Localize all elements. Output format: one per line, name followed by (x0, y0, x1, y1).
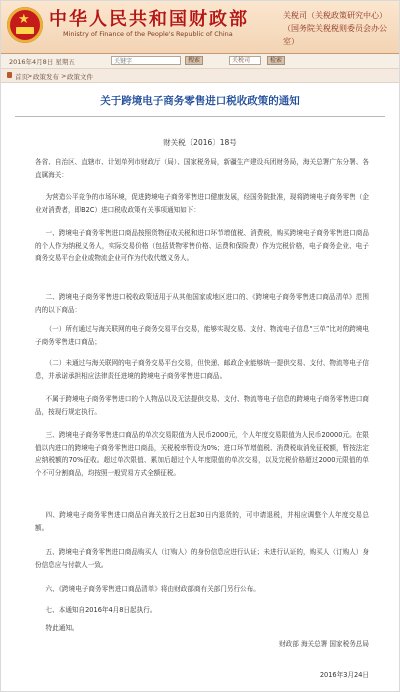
paragraph-2-note: 不属于跨境电子商务零售进口的个人物品以及无法提供交易、支付、物流等电子信息的跨境电子商务零售进口商品，按现行规定执行。 (35, 395, 369, 416)
paragraph-2-1: （一）所有通过与海关联网的电子商务交易平台交易，能够实现交易、支付、物流电子信息“三单”比对的跨境电子商务零售进口商品； (35, 325, 369, 346)
paragraph-7: 七、本通知自2016年4月8日起执行。 (45, 606, 157, 614)
site-subtitle: Ministry of Finance of the People's Republic of China (63, 30, 233, 38)
national-emblem-icon[interactable] (7, 7, 43, 43)
breadcrumb-separator: > (61, 72, 67, 80)
breadcrumb-item-documents[interactable]: 政策文件 (67, 73, 93, 81)
search-button[interactable]: 搜索 (185, 56, 203, 65)
top-toolbar (1, 54, 399, 69)
paragraph-3: 三、跨境电子商务零售进口商品的单次交易限值为人民币2000元，个人年度交易限值为人民币20000元。在限值以内进口的跨境电子商务零售进口商品，关税税率暂设为0%；进口环节增值税、消费税取消免征税额，暂按法定应纳税额的70%征收。超过单次限值、累加后超过个人年度限值的单次交易，以及完税价格超过2000元限值的单个不可分割商品，均按照一般贸易方式全额征税。 (35, 431, 369, 477)
paragraph-2-2: （二）未通过与海关联网的电子商务交易平台交易，但快递、邮政企业能够统一提供交易、支付、物流等电子信息，并承诺承担相应法律责任进境的跨境电子商务零售进口商品。 (35, 359, 369, 380)
paragraph-4: 四、跨境电子商务零售进口商品自海关放行之日起30日内退货的，可申请退税，并相应调整个人年度交易总额。 (35, 511, 369, 532)
signature-date: 2016年3月24日 (319, 671, 369, 679)
department-name[interactable] (283, 9, 393, 48)
paragraph-intro: 为营造公平竞争的市场环境，促进跨境电子商务零售进口健康发展，经国务院批准，现将跨境电子商务零售（企业对消费者，即B2C）进口税收政策有关事项通知如下： (35, 193, 369, 214)
department-name-line2: （国务院关税税则委员会办公室） (283, 24, 387, 46)
advanced-search-button[interactable]: 检索 (267, 56, 285, 65)
paragraph-closing: 特此通知。 (45, 624, 79, 632)
current-date: 2016年4月8日 星期五 (9, 58, 75, 66)
site-title[interactable]: 中华人民共和国财政部 (49, 9, 249, 30)
search-input[interactable] (111, 56, 181, 65)
breadcrumb-separator: > (27, 72, 33, 80)
document-number: 财关税〔2016〕18号 (163, 138, 237, 147)
paragraph-addressees: 各省、自治区、直辖市、计划单列市财政厅（局）、国家税务局，新疆生产建设兵团财务局，海关总署广东分署、各直属海关： (35, 158, 369, 179)
breadcrumb-item-policy[interactable]: 政策发布 (33, 73, 59, 81)
location-pin-icon (7, 72, 12, 78)
article-title: 关于跨境电子商务零售进口税收政策的通知 (100, 95, 300, 107)
paragraph-5: 五、跨境电子商务零售进口商品购买人（订购人）的身份信息应进行认证；未进行认证的，购买人（订购人）身份信息应与付款人一致。 (35, 548, 369, 569)
department-name-line1: 关税司（关税政策研究中心） (283, 11, 387, 20)
search-scope-select[interactable]: 关税司 (229, 56, 261, 65)
site-header (1, 1, 399, 54)
breadcrumb (1, 69, 399, 83)
paragraph-6: 六、《跨境电子商务零售进口商品清单》将由财政部商有关部门另行公布。 (45, 585, 260, 593)
breadcrumb-item-home[interactable]: 首页 (15, 73, 28, 81)
star-icon: ★ (18, 12, 30, 27)
gate-icon (16, 27, 34, 34)
signature: 财政部 海关总署 国家税务总局 (279, 640, 369, 648)
title-divider (15, 116, 385, 117)
paragraph-2: 二、跨境电子商务零售进口税收政策适用于从其他国家或地区进口的、《跨境电子商务零售进口商品清单》范围内的以下商品： (35, 293, 369, 314)
paragraph-1: 一、跨境电子商务零售进口商品按照货物征收关税和进口环节增值税、消费税，购买跨境电子商务零售进口商品的个人作为纳税义务人，实际交易价格（包括货物零售价格、运费和保险费）作为完税价格，电子商务企业、电子商务交易平台企业或物流企业可作为代收代缴义务人。 (35, 229, 369, 263)
